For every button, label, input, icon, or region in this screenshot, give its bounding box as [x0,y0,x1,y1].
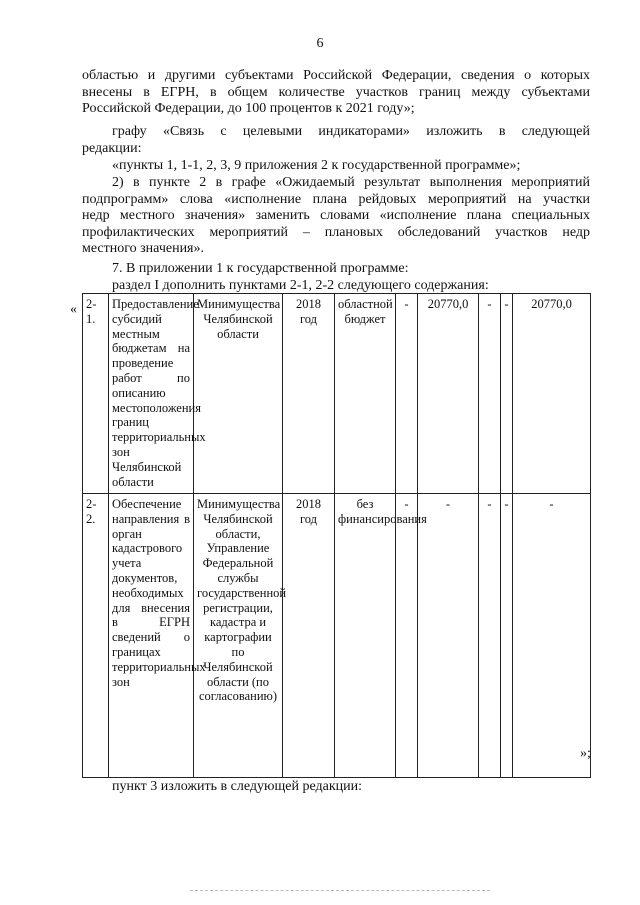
item2-line: 2) в пункте 2 в графе «Ожидаемый результат выполнения мероприятий [112,175,590,190]
intro-paragraph [82,68,590,118]
item2-line: местного значения». [82,241,204,257]
table-row [83,494,591,778]
row-number: 2-2. [83,494,109,778]
quote-close: »; [580,746,591,761]
intro-line: Российской Федерации, до 100 процентов к 2021 году»; [82,101,415,117]
point3-line: пункт 3 изложить в следующей редакции: [112,779,362,794]
row-total: 20770,0 [513,294,591,494]
item2-paragraph [82,175,590,258]
graph-line: графу «Связь с целевыми индикаторами» изложить в следующей [112,124,590,139]
table-row [83,294,591,494]
intro-line: областью и другими субъектами Российской Федерации, сведения о которых [82,68,590,83]
row-value: - [396,494,418,778]
row-value: - [479,294,501,494]
item2-line: недр местного значения» заменить словами «исполнение плана специальных [82,208,590,224]
item2-line: профилактических мероприятий – плановых обследований участков недр [82,224,590,240]
row-value: - [479,494,501,778]
item7-line: 7. В приложении 1 к государственной программе: [112,261,409,276]
row-year: 2018 год [283,294,335,494]
row-total: - [513,494,591,778]
row-value: 20770,0 [418,294,479,494]
row-name: Предоставление субсидий местным бюджетам на проведение работ по описанию местоположения границ территориальных зон Челябинской области [109,294,194,494]
insertion-table [82,293,591,778]
row-value: - [501,294,513,494]
row-value: - [418,494,479,778]
row-source: без финансирования [335,494,396,778]
item2-line: подпрограмм» слова «исполнение плана рейдовых мероприятий на участки [82,191,590,207]
row-executor: Минимущества Челябинской области [194,294,283,494]
points-line: «пункты 1, 1-1, 2, 3, 9 приложения 2 к государственной программе»; [112,158,521,173]
row-value: - [501,494,513,778]
row-executor: Минимущества Челябинской области, Управление Федеральной службы государственной регистрации, кадастра и картографии по Челябинской области (по согласованию) [194,494,283,778]
page-number: 6 [316,36,324,51]
intro-line: внесены в ЕГРН, в общем количестве участков границ между субъектами [82,84,590,100]
quote-open: « [70,302,77,317]
section-line: раздел I дополнить пунктами 2-1, 2-2 следующего содержания: [112,278,489,293]
graph-line-end: редакции: [82,141,142,156]
row-year: 2018 год [283,494,335,778]
scan-artifact-divider [190,890,490,892]
row-value: - [396,294,418,494]
row-source: областной бюджет [335,294,396,494]
row-name: Обеспечение направления в орган кадастрового учета документов, необходимых для внесения в ЕГРН сведений о границах территориальных зон [109,494,194,778]
row-number: 2-1. [83,294,109,494]
graph-paragraph [82,124,590,141]
